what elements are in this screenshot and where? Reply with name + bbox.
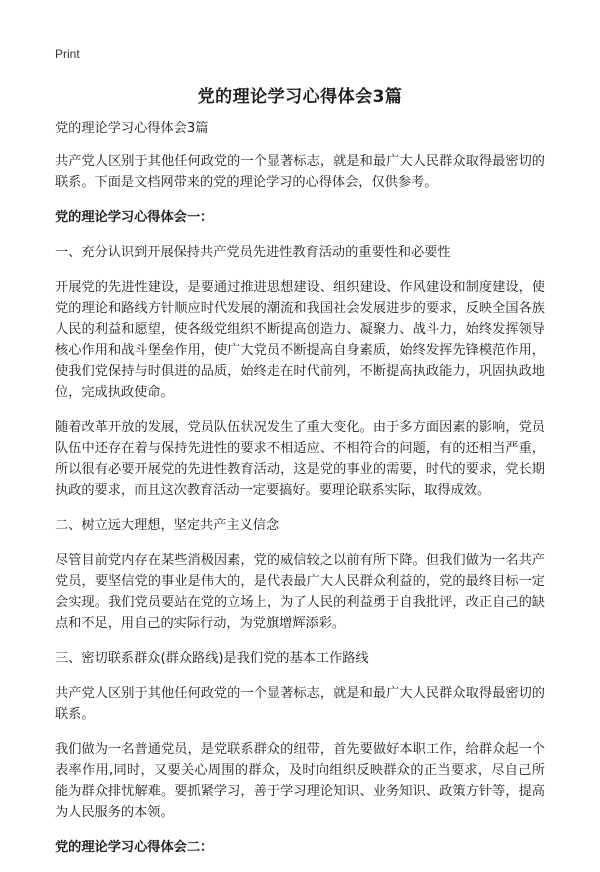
subheading-2: 二、树立远大理想，坚定共产主义信念 bbox=[55, 518, 280, 533]
section-heading-1: 党的理论学习心得体会一： bbox=[55, 210, 214, 225]
section-heading-2: 党的理论学习心得体会二： bbox=[55, 840, 214, 855]
print-link[interactable]: Print bbox=[55, 47, 80, 61]
body-paragraph: 共产党人区别于其他任何政党的一个显著标志，就是和最广大人民群众取得最密切的联系。 bbox=[55, 686, 545, 722]
subheading-3: 三、密切联系群众(群众路线)是我们党的基本工作路线 bbox=[55, 651, 369, 666]
body-paragraph: 开展党的先进性建设，是要通过推进思想建设、组织建设、作风建设和制度建设，使党的理论和路线方针顺应时代发展的潮流和我国社会发展进步的要求，反映全国各族人民的利益和愿望，使各级党组织不断提高创造力、凝聚力、战斗力，始终发挥领导核心作用和战斗堡垒作用，使广大党员不断提高自身素质，始终发挥先锋模范作用，使我们党保持与时俱进的品质，始终走在时代前列，不断提高执政能力，巩固执政地位，完成执政使命。 bbox=[55, 280, 545, 400]
intro-paragraph: 共产党人区别于其他任何政党的一个显著标志，就是和最广大人民群众取得最密切的联系。下面是文档网带来的党的理论学习的心得体会，仅供参考。 bbox=[55, 154, 545, 190]
article-subtitle: 党的理论学习心得体会3篇 bbox=[55, 121, 209, 136]
body-paragraph: 我们做为一名普通党员，是党联系群众的纽带，首先要做好本职工作，给群众起一个表率作用,同时，又要关心周围的群众，及时向组织反映群众的正当要求，尽自己所能为群众排忧解难。要抓紧学习，善于学习理论知识、业务知识、政策方针等，提高为人民服务的本领。 bbox=[55, 742, 545, 820]
subheading-1: 一、充分认识到开展保持共产党员先进性教育活动的重要性和必要性 bbox=[55, 245, 451, 260]
article-body bbox=[55, 118, 545, 872]
page-title: 党的理论学习心得体会3篇 bbox=[197, 87, 403, 107]
body-paragraph: 尽管目前党内存在某些消极因素，党的威信较之以前有所下降。但我们做为一名共产党员，要坚信党的事业是伟大的，是代表最广大人民群众利益的，党的最终目标一定会实现。我们党员要站在党的立场上，为了人民的利益勇于自我批评，改正自己的缺点和不足，用自己的实际行动，为党旗增辉添彩。 bbox=[55, 553, 545, 631]
body-paragraph: 随着改革开放的发展，党员队伍状况发生了重大变化。由于多方面因素的影响，党员队伍中还存在着与保持先进性的要求不相适应、不相符合的问题，有的还相当严重，所以很有必要开展党的先进性教育活动，这是党的事业的需要，时代的要求，党长期执政的要求，而且这次教育活动一定要搞好。要理论联系实际，取得成效。 bbox=[55, 420, 545, 498]
